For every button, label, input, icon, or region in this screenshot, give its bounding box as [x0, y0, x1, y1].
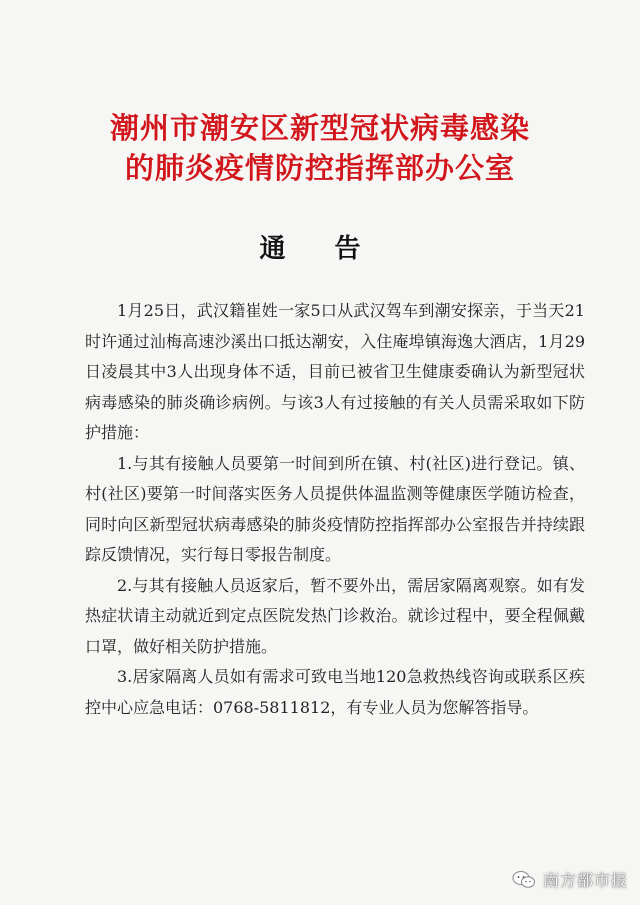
wechat-icon: [511, 869, 537, 891]
watermark-text: 南方都市报: [542, 871, 628, 890]
source-watermark: [511, 868, 628, 891]
paragraph-measure-1: 1.与其有接触人员要第一时间到所在镇、村(社区)进行登记。镇、村(社区)要第一时间落实医务人员提供体温监测等健康医学随访检查，同时向区新型冠状病毒感染的肺炎疫情防控指挥部办公室报告并持续跟踪反馈情况，实行每日零报告制度。: [85, 453, 585, 564]
paragraph-measure-3: 3.居家隔离人员如有需求可致电当地120急救热线咨询或联系区疾控中心应急电话：0768-5811812，有专业人员为您解答指导。: [85, 667, 585, 717]
notice-body: [85, 296, 585, 723]
header-line-1: 潮州市潮安区新型冠状病毒感染: [109, 111, 530, 145]
header-line-2: 的肺炎疫情防控指挥部办公室: [124, 151, 515, 185]
issuing-office-header: [0, 108, 640, 188]
paragraph-intro: 1月25日，武汉籍崔姓一家5口从武汉驾车到潮安探亲，于当天21时许通过汕梅高速沙溪出口抵达潮安，入住庵埠镇海逸大酒店，1月29日凌晨其中3人出现身体不适，目前已被省卫生健康委确认为新型冠状病毒感染的肺炎确诊病例。与该3人有过接触的有关人员需采取如下防护措施：: [85, 301, 585, 442]
paragraph-measure-2: 2.与其有接触人员返家后，暂不要外出，需居家隔离观察。如有发热症状请主动就近到定点医院发热门诊救治。就诊过程中，要全程佩戴口罩，做好相关防护措施。: [85, 575, 585, 656]
notice-title: 通 告: [259, 234, 381, 264]
